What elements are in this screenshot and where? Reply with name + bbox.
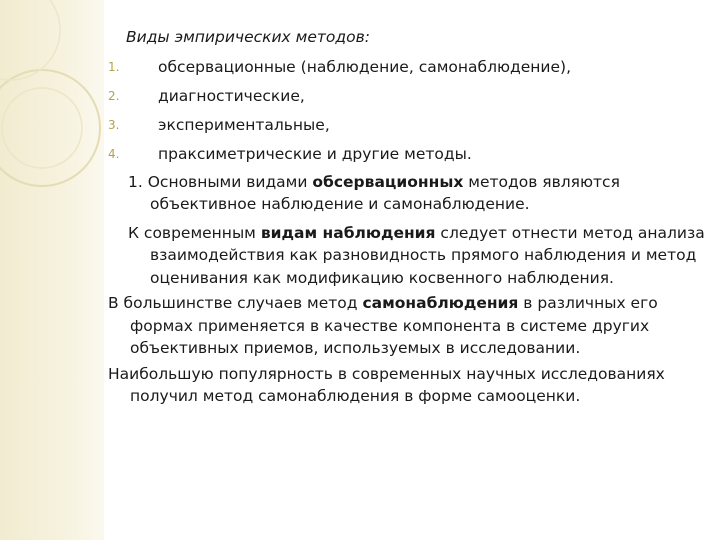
list-text: диагностические,: [158, 86, 305, 105]
list-number: 3.: [108, 117, 120, 132]
large-ring: [0, 70, 100, 186]
list-number: 1.: [108, 59, 120, 74]
list-item: [108, 111, 708, 140]
p2-text-a: К современным: [128, 223, 261, 242]
list-item: [108, 82, 708, 111]
list-text: обсервационные (наблюдение, самонаблюдение),: [158, 57, 572, 76]
slide-content: [108, 26, 708, 408]
paragraph-self-observation: [108, 292, 708, 360]
p1-text-c: методов являются объективное наблюдение и самонаблюдение.: [150, 172, 620, 213]
inner-ring: [2, 88, 82, 168]
top-ring: [0, 0, 60, 80]
p2-text-c: следует отнести метод анализа взаимодействия как разновидность прямого наблюдения и метод оценивания как модификацию косвенного наблюдения.: [150, 223, 705, 287]
slide-title: Виды эмпирических методов:: [126, 28, 370, 46]
paragraph-observational: [108, 171, 708, 216]
p3-text-c: в различных его формах применяется в качестве компонента в системе других объективных приемов, используемых в исследовании.: [130, 294, 658, 357]
p1-emphasis: обсервационных: [312, 172, 464, 191]
list-text: праксиметрические и другие методы.: [158, 144, 472, 163]
list-text: экспериментальные,: [158, 115, 330, 134]
p3-emphasis: самонаблюдения: [362, 294, 519, 312]
p3-text-a: В большинстве случаев метод: [108, 294, 363, 312]
list-item: [108, 140, 708, 169]
decorative-circles: [0, 0, 120, 300]
paragraph-observation-types: [108, 222, 708, 290]
list-item: [108, 53, 708, 82]
p1-text-a: 1. Основными видами: [128, 172, 313, 191]
p2-emphasis: видам наблюдения: [260, 223, 436, 242]
list-number: 2.: [108, 88, 120, 103]
list-number: 4.: [108, 146, 120, 161]
paragraph-self-assessment: Наибольшую популярность в современных научных исследованиях получил метод самонаблюдения в форме самооценки.: [108, 364, 665, 405]
